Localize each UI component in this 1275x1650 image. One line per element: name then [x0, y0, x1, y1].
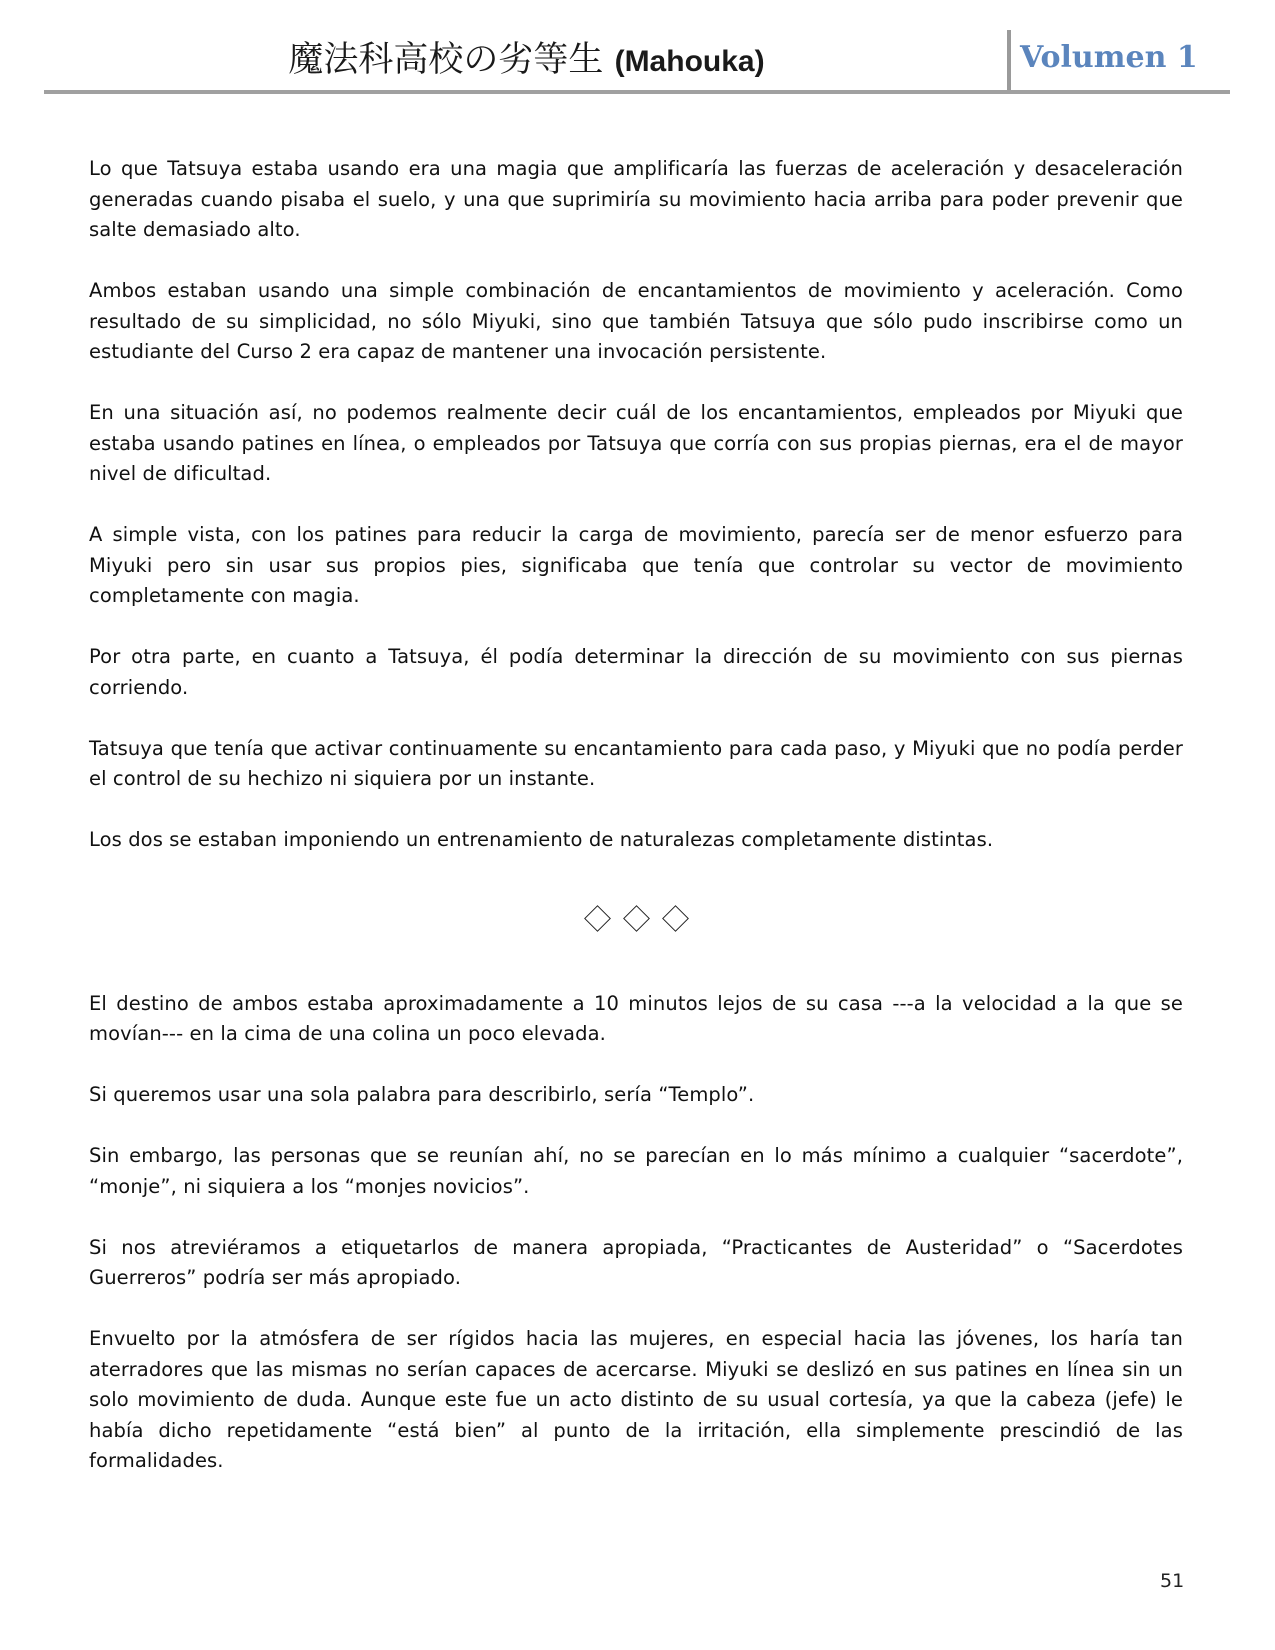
- paragraph: Sin embargo, las personas que se reunían ahí, no se parecían en lo más mínimo a cualquier “sacerdote”, “monje”, ni siquiera a los “monjes novicios”.: [89, 1144, 1183, 1198]
- header-divider: [1007, 30, 1011, 92]
- book-title-japanese: 魔法科高校の劣等生: [288, 40, 604, 80]
- scene-break-separator: [89, 899, 1183, 939]
- header-rule: [44, 90, 1230, 94]
- paragraph: En una situación así, no podemos realmente decir cuál de los encantamientos, empleados por Miyuki que estaba usando patines en línea, o empleados por Tatsuya que corría con sus propias piernas, era el de mayor nivel de dificultad.: [89, 401, 1183, 485]
- page-body: [89, 154, 1183, 1507]
- paragraph: El destino de ambos estaba aproximadamente a 10 minutos lejos de su casa ---a la velocidad a la que se movían--- en la cima de una colina un poco elevada.: [89, 991, 1183, 1045]
- book-title: [44, 38, 1009, 84]
- paragraph: Tatsuya que tenía que activar continuamente su encantamiento para cada paso, y Miyuki que no podía perder el control de su hechizo ni siquiera por un instante.: [89, 736, 1183, 790]
- paragraph: Ambos estaban usando una simple combinación de encantamientos de movimiento y aceleración. Como resultado de su simplicidad, no sólo Miyuki, sino que también Tatsuya que sólo pudo inscribirse como un estudiante del Curso 2 era capaz de mantener una invocación persistente.: [89, 279, 1183, 363]
- paragraph: Los dos se estaban imponiendo un entrenamiento de naturalezas completamente distintas.: [89, 828, 994, 851]
- volume-label: Volumen 1: [1020, 40, 1198, 75]
- paragraph: A simple vista, con los patines para reducir la carga de movimiento, parecía ser de menor esfuerzo para Miyuki pero sin usar sus propios pies, significaba que tenía que controlar su vector de movimiento completamente con magia.: [89, 523, 1183, 607]
- diamond-icon: [623, 905, 650, 932]
- book-title-latin: (Mahouka): [614, 45, 765, 78]
- diamond-icon: [662, 905, 689, 932]
- page-header: [44, 28, 1230, 94]
- page-number: 51: [1160, 1570, 1185, 1592]
- paragraph: Si nos atreviéramos a etiquetarlos de manera apropiada, “Practicantes de Austeridad” o “Sacerdotes Guerreros” podría ser más apropiado.: [89, 1235, 1183, 1289]
- paragraph: Lo que Tatsuya estaba usando era una magia que amplificaría las fuerzas de aceleración y desaceleración generadas cuando pisaba el suelo, y una que suprimiría su movimiento hacia arriba para poder prevenir que salte demasiado alto.: [89, 157, 1183, 241]
- paragraph: Envuelto por la atmósfera de ser rígidos hacia las mujeres, en especial hacia las jóvenes, los haría tan aterradores que las mismas no serían capaces de acercarse. Miyuki se deslizó en sus patines en línea sin un solo movimiento de duda. Aunque este fue un acto distinto de su usual cortesía, ya que la cabeza (jefe) le había dicho repetidamente “está bien” al punto de la irritación, ella simplemente prescindió de las formalidades.: [89, 1327, 1183, 1472]
- paragraph: Si queremos usar una sola palabra para describirlo, sería “Templo”.: [89, 1083, 755, 1106]
- diamond-icon: [584, 905, 611, 932]
- paragraph: Por otra parte, en cuanto a Tatsuya, él podía determinar la dirección de su movimiento con sus piernas corriendo.: [89, 645, 1183, 699]
